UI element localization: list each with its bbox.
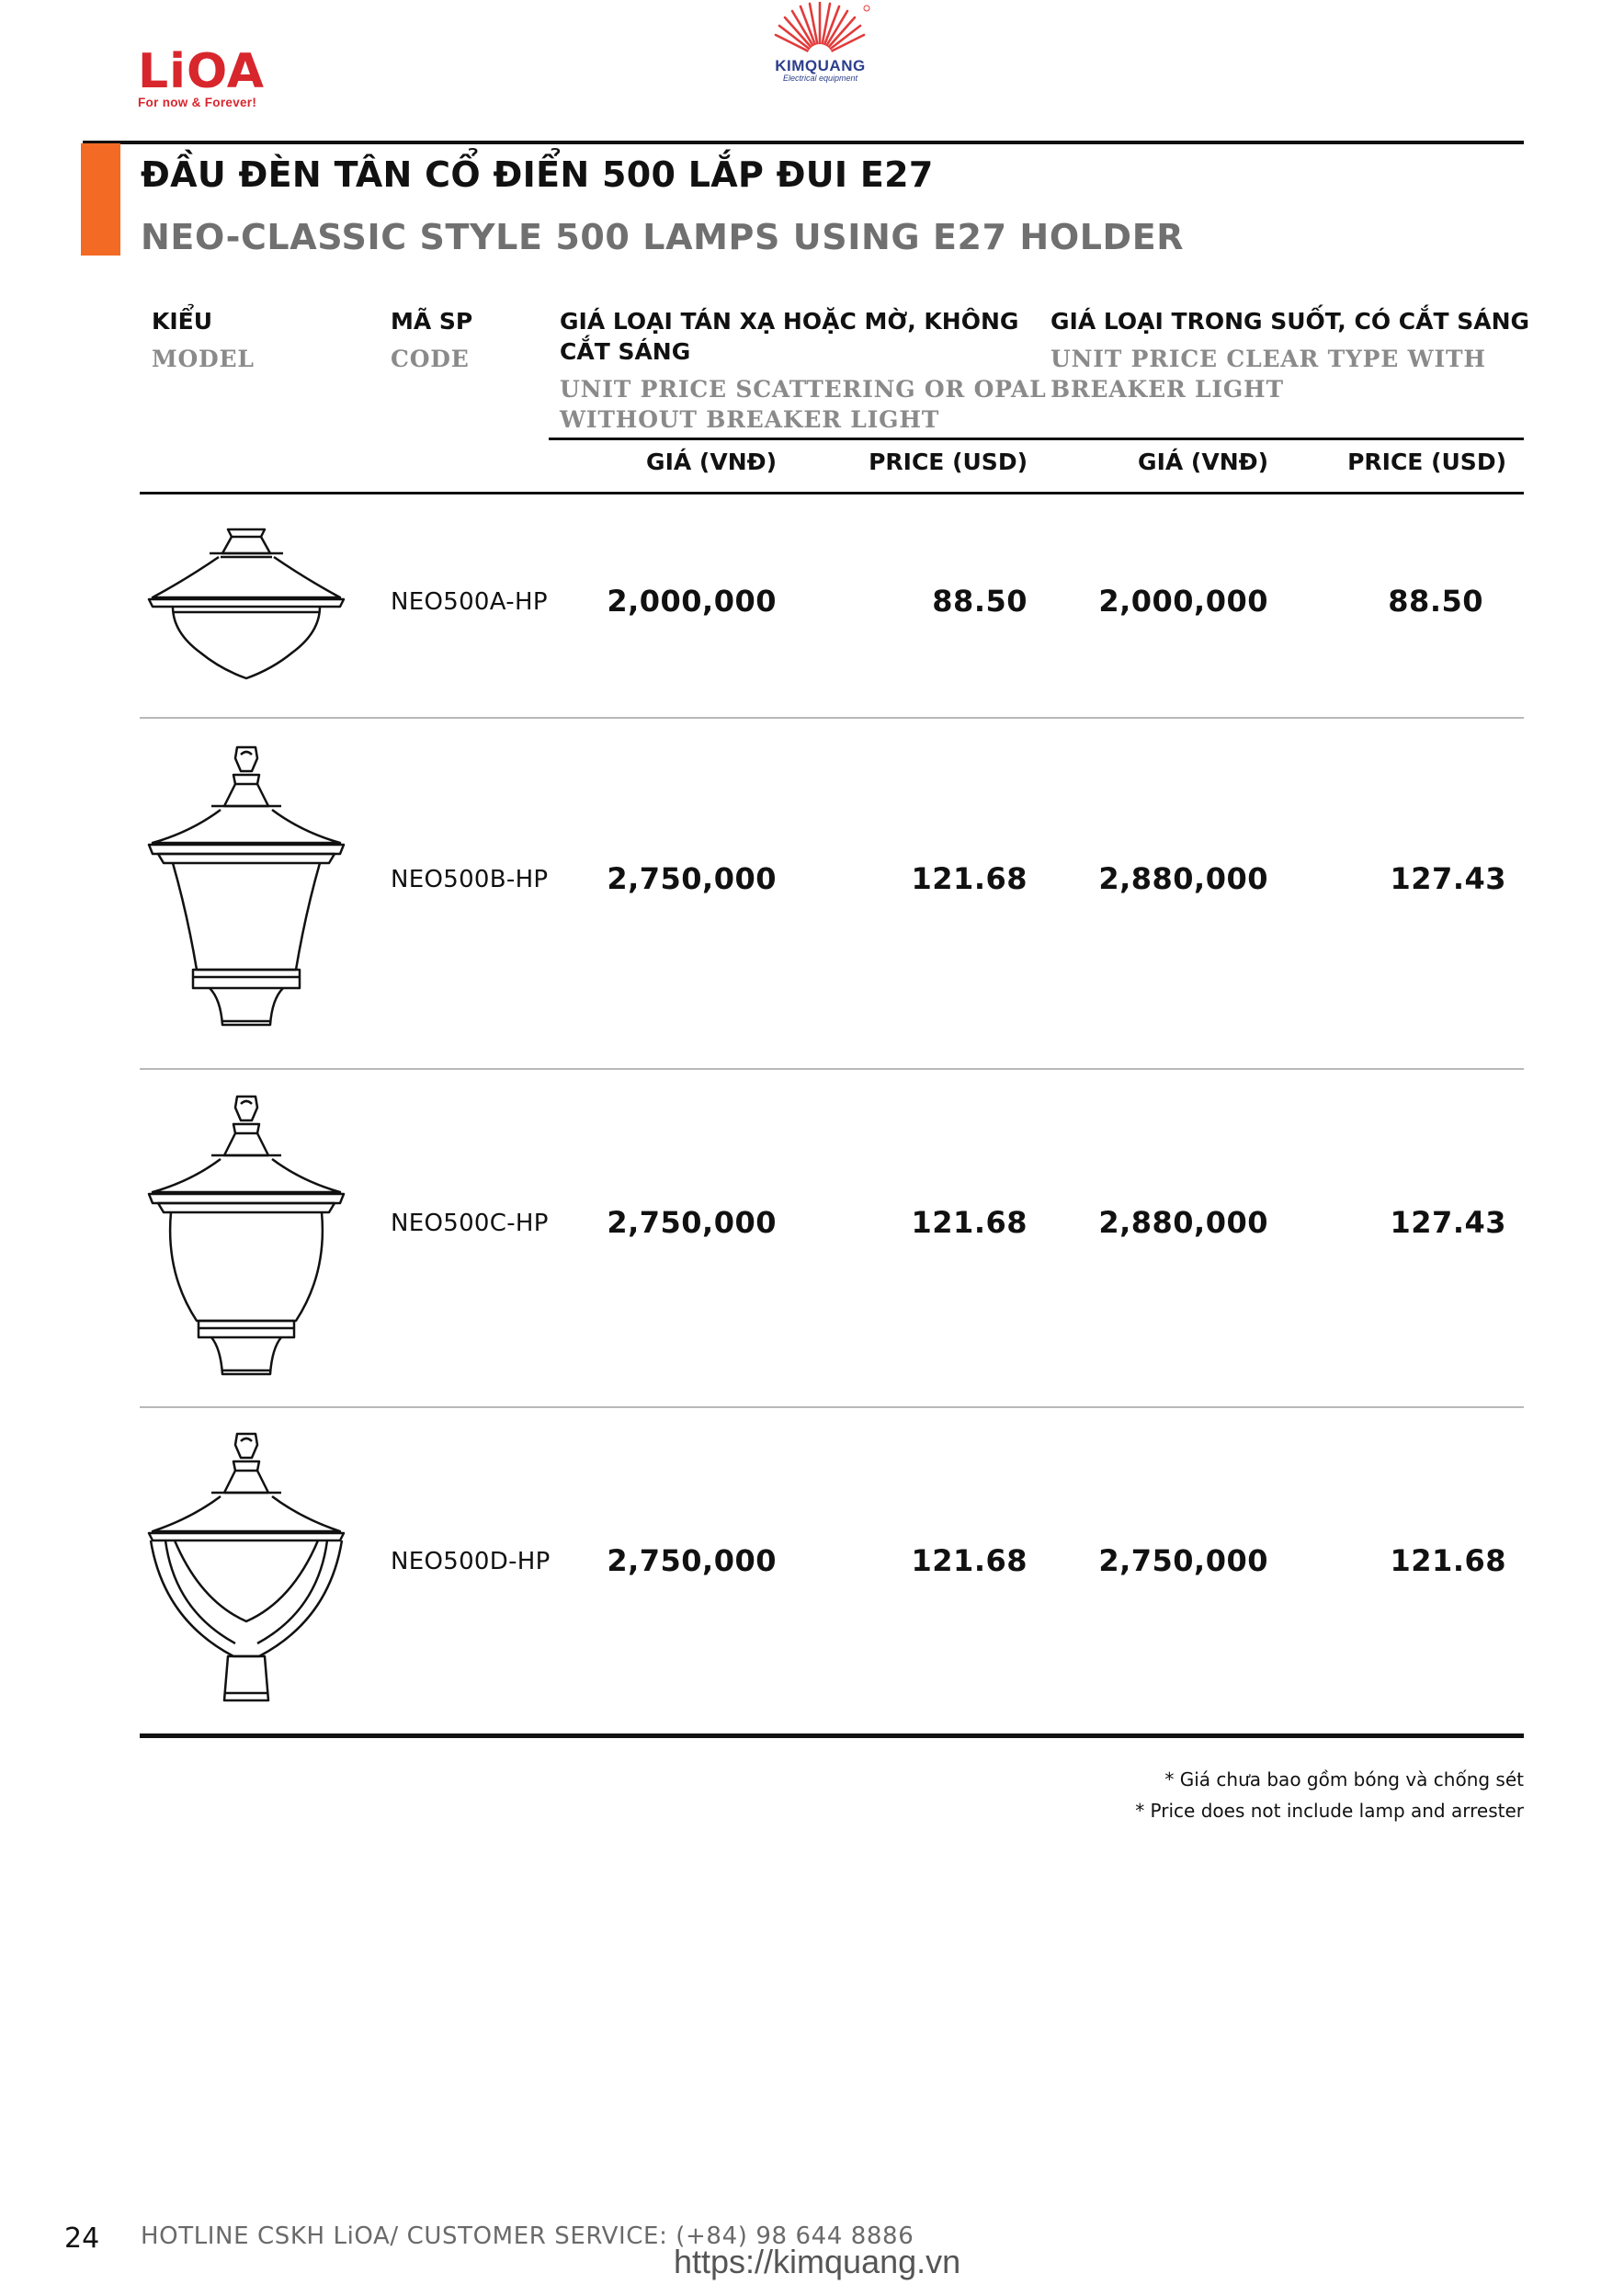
kimquang-logo xyxy=(763,2,878,83)
row-price-vnd-2: 2,880,000 xyxy=(1098,861,1268,896)
row-price-vnd-1: 2,750,000 xyxy=(607,861,777,896)
page-title-vi: ĐẦU ĐÈN TÂN CỔ ĐIỂN 500 LẮP ĐUI E27 xyxy=(141,154,934,195)
row-price-vnd-1: 2,000,000 xyxy=(607,584,777,619)
row-price-vnd-1: 2,750,000 xyxy=(607,1543,777,1578)
row-price-usd-2: 127.43 xyxy=(1390,1205,1506,1240)
col-price-usd-2: PRICE (USD) xyxy=(1347,449,1506,475)
table-bottom-rule xyxy=(140,1733,1524,1738)
col-price-vnd-2: GIÁ (VNĐ) xyxy=(1138,449,1268,475)
row-price-usd-1: 121.68 xyxy=(911,1543,1028,1578)
row-price-vnd-2: 2,750,000 xyxy=(1098,1543,1268,1578)
row-price-usd-1: 88.50 xyxy=(932,584,1028,619)
header-group-rule xyxy=(549,438,1524,440)
header-model-en: MODEL xyxy=(152,346,255,372)
header-group1-vi-1: GIÁ LOẠI TÁN XẠ HOẶC MỜ, KHÔNG xyxy=(560,308,1019,335)
row-code: NEO500D-HP xyxy=(391,1548,551,1575)
footer-hotline: HOTLINE CSKH LiOA/ CUSTOMER SERVICE: (+84) 98 644 8886 xyxy=(141,2222,914,2250)
header-group2-en-2: BREAKER LIGHT xyxy=(1050,376,1284,403)
footer-url[interactable]: https://kimquang.vn xyxy=(674,2243,961,2280)
header-code-en: CODE xyxy=(391,346,470,372)
row-price-usd-1: 121.68 xyxy=(911,861,1028,896)
header-code-vi: MÃ SP xyxy=(391,308,473,335)
title-accent-bar xyxy=(81,143,120,256)
note-vi: * Giá chưa bao gồm bóng và chống sét xyxy=(1164,1768,1524,1790)
row-price-vnd-2: 2,000,000 xyxy=(1098,584,1268,619)
lamp-neo500d-icon xyxy=(145,1426,347,1724)
row-code: NEO500B-HP xyxy=(391,866,549,893)
row-price-usd-1: 121.68 xyxy=(911,1205,1028,1240)
row-divider xyxy=(140,717,1524,719)
kimquang-name: KIMQUANG xyxy=(775,57,866,74)
header-group1-en-2: WITHOUT BREAKER LIGHT xyxy=(560,406,940,433)
note-en: * Price does not include lamp and arrester xyxy=(1135,1800,1524,1822)
row-price-usd-2: 127.43 xyxy=(1390,861,1506,896)
header-bottom-rule xyxy=(140,492,1524,494)
header-group2-vi: GIÁ LOẠI TRONG SUỐT, CÓ CẮT SÁNG xyxy=(1050,308,1530,335)
lamp-neo500a-icon xyxy=(145,524,347,688)
lamp-neo500c-icon xyxy=(145,1089,347,1387)
header-group1-vi-2: CẮT SÁNG xyxy=(560,338,691,365)
row-divider xyxy=(140,1068,1524,1070)
kimquang-sunburst-icon xyxy=(763,2,878,59)
header-group1-en-1: UNIT PRICE SCATTERING OR OPAL xyxy=(560,376,1047,403)
page-title-en: NEO-CLASSIC STYLE 500 LAMPS USING E27 HOLDER xyxy=(141,217,1185,257)
lioa-logo xyxy=(138,46,265,109)
header-group2-en-1: UNIT PRICE CLEAR TYPE WITH xyxy=(1050,346,1486,372)
row-code: NEO500A-HP xyxy=(391,588,548,616)
lioa-tagline: For now & Forever! xyxy=(138,96,257,109)
lioa-wordmark: LiOA xyxy=(138,44,266,99)
col-price-vnd-1: GIÁ (VNĐ) xyxy=(646,449,777,475)
row-divider xyxy=(140,1406,1524,1408)
page-number: 24 xyxy=(64,2222,100,2255)
header-model-vi: KIỂU xyxy=(152,308,213,335)
row-price-vnd-2: 2,880,000 xyxy=(1098,1205,1268,1240)
col-price-usd-1: PRICE (USD) xyxy=(869,449,1028,475)
lamp-neo500b-icon xyxy=(145,740,347,1038)
kimquang-subtitle: Electrical equipment xyxy=(782,74,858,83)
row-price-vnd-1: 2,750,000 xyxy=(607,1205,777,1240)
row-code: NEO500C-HP xyxy=(391,1210,549,1237)
row-price-usd-2: 121.68 xyxy=(1390,1543,1506,1578)
row-price-usd-2: 88.50 xyxy=(1388,584,1483,619)
title-top-rule xyxy=(83,141,1524,144)
